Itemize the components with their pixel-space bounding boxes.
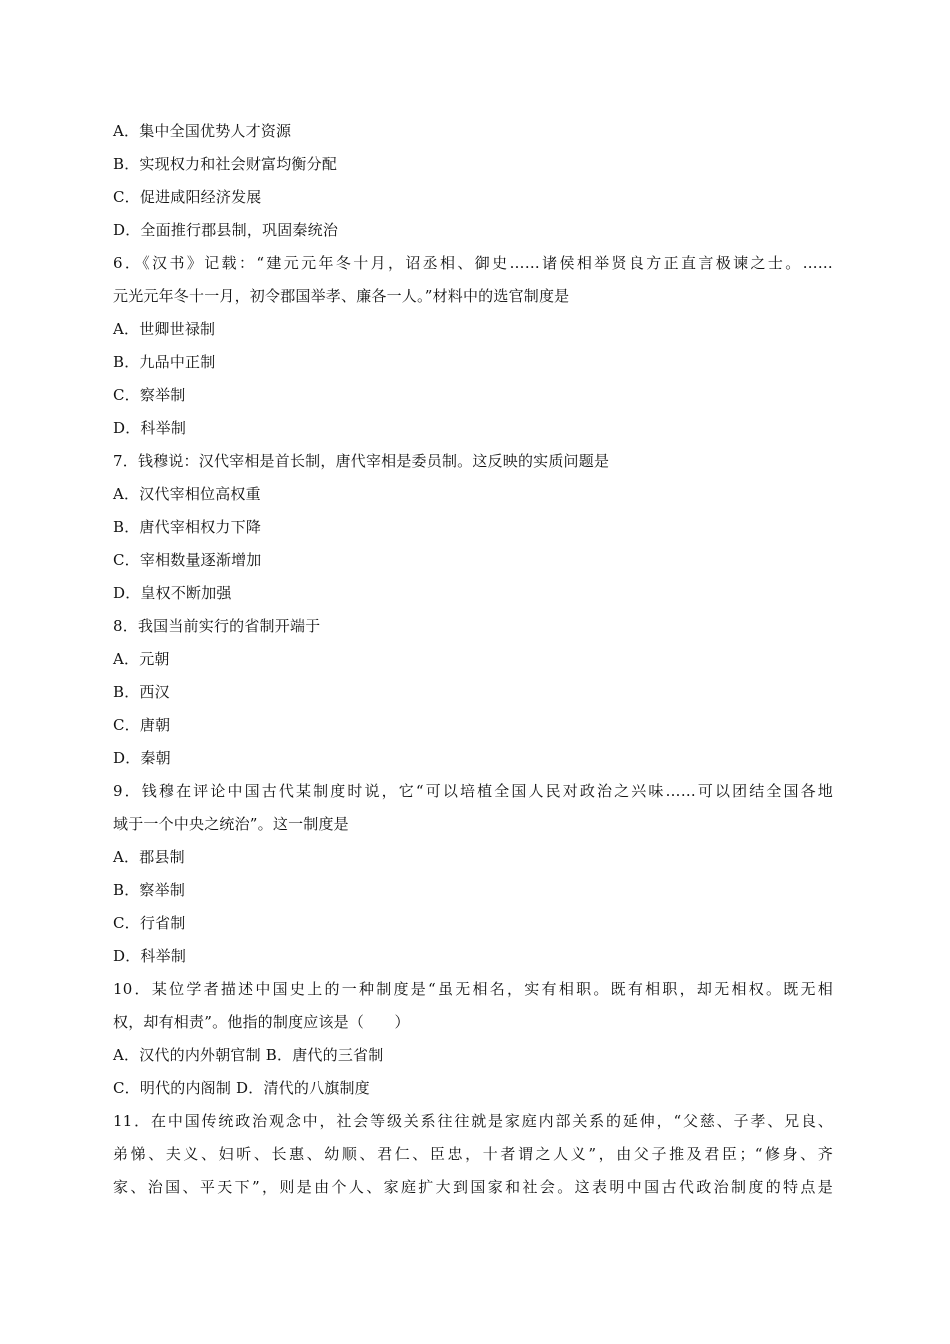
q9-option-a: A．郡县制 xyxy=(113,848,185,866)
q10-options-ab: A．汉代的内外朝官制 B．唐代的三省制 xyxy=(113,1046,384,1064)
question-6-stem: 6．《汉书》记载：“建元元年冬十月，诏丞相、御史……诸侯相举贤良方正直言极谏之士。…… xyxy=(113,254,833,272)
question-9-stem-cont: 域于一个中央之统治”。这一制度是 xyxy=(113,815,349,833)
q6-option-c: C．察举制 xyxy=(113,386,186,404)
q7-option-b: B．唐代宰相权力下降 xyxy=(113,518,262,536)
q7-option-c: C．宰相数量逐渐增加 xyxy=(113,551,262,569)
question-11-stem: 11．在中国传统政治观念中，社会等级关系往往就是家庭内部关系的延伸，“父慈、子孝、兄良、 xyxy=(113,1112,833,1130)
question-10-stem: 10．某位学者描述中国史上的一种制度是“虽无相名，实有相职。既有相职，却无相权。既无相 xyxy=(113,980,833,998)
question-9-stem: 9．钱穆在评论中国古代某制度时说，它“可以培植全国人民对政治之兴味……可以团结全国各地 xyxy=(113,782,833,800)
option-a-line: A．集中全国优势人才资源 xyxy=(113,122,292,140)
q9-option-d: D．科举制 xyxy=(113,947,187,965)
q6-option-a: A．世卿世禄制 xyxy=(113,320,216,338)
q9-option-c: C．行省制 xyxy=(113,914,186,932)
q6-option-d: D．科举制 xyxy=(113,419,187,437)
question-11-stem-cont-2: 家、治国、平天下”，则是由个人、家庭扩大到国家和社会。这表明中国古代政治制度的特点是 xyxy=(113,1178,833,1196)
question-11-stem-cont-1: 弟悌、夫义、妇听、长惠、幼顺、君仁、臣忠，十者谓之人义”，由父子推及君臣；“修身、齐 xyxy=(113,1145,833,1163)
q6-option-b: B．九品中正制 xyxy=(113,353,216,371)
q8-option-b: B．西汉 xyxy=(113,683,170,701)
q8-option-a: A．元朝 xyxy=(113,650,170,668)
question-text-block xyxy=(113,115,833,1204)
question-6-stem-cont: 元光元年冬十一月，初令郡国举孝、廉各一人。”材料中的选官制度是 xyxy=(113,287,570,305)
question-10-stem-cont: 权，却有相责”。他指的制度应该是（ ） xyxy=(113,1013,410,1031)
option-c-line: C．促进咸阳经济发展 xyxy=(113,188,262,206)
q9-option-b: B．察举制 xyxy=(113,881,186,899)
q8-option-d: D．秦朝 xyxy=(113,749,171,767)
option-d-line: D．全面推行郡县制，巩固秦统治 xyxy=(113,221,339,239)
option-b-line: B．实现权力和社会财富均衡分配 xyxy=(113,155,338,173)
question-8-stem: 8．我国当前实行的省制开端于 xyxy=(113,617,321,635)
question-7-stem: 7．钱穆说：汉代宰相是首长制，唐代宰相是委员制。这反映的实质问题是 xyxy=(113,452,610,470)
q8-option-c: C．唐朝 xyxy=(113,716,171,734)
q7-option-d: D．皇权不断加强 xyxy=(113,584,232,602)
q7-option-a: A．汉代宰相位高权重 xyxy=(113,485,261,503)
q10-options-cd: C．明代的内阁制 D．清代的八旗制度 xyxy=(113,1079,370,1097)
